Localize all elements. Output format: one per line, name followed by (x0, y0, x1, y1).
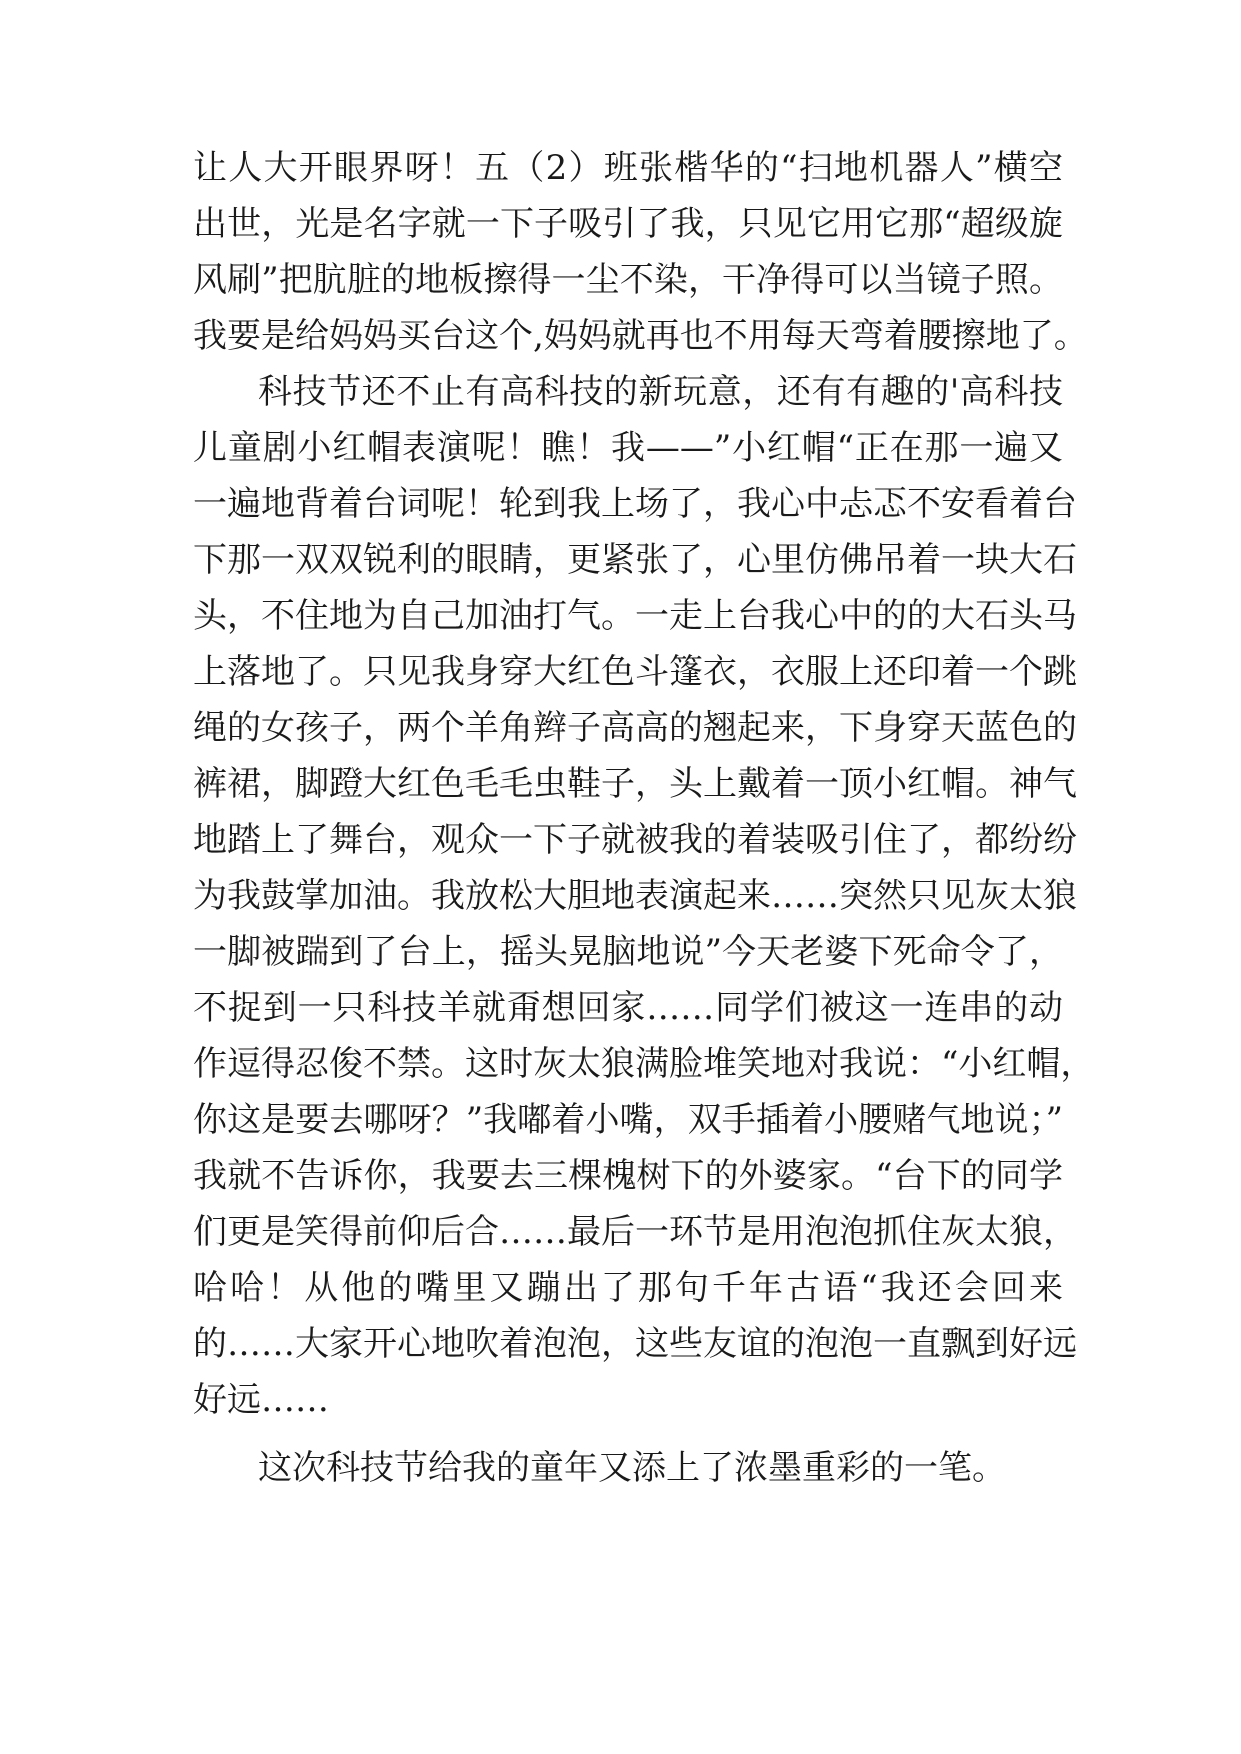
closing-paragraph: 这次科技节给我的童年又添上了浓墨重彩的一笔。 (258, 1448, 1006, 1488)
text-line: 头，不住地为自己加油打气。一走上台我心中的的大石头马 (193, 596, 1077, 636)
text-line: 不捉到一只科技羊就甭想回家……同学们被这一连串的动 (193, 988, 1063, 1028)
text-line: 为我鼓掌加油。我放松大胆地表演起来……突然只见灰太狼 (193, 876, 1077, 916)
text-line: 让人大开眼界呀！五（2）班张楷华的“扫地机器人”横空 (193, 148, 1063, 188)
paragraph-last-line: 好远…… (193, 1380, 329, 1420)
text-line: 的……大家开心地吹着泡泡，这些友谊的泡泡一直飘到好远 (193, 1324, 1077, 1364)
text-line: 下那一双双锐利的眼睛，更紧张了，心里仿佛吊着一块大石 (193, 540, 1077, 580)
text-line: 一遍地背着台词呢！轮到我上场了，我心中忐忑不安看着台 (193, 484, 1077, 524)
text-line: 出世，光是名字就一下子吸引了我，只见它用它那“超级旋 (193, 204, 1063, 244)
text-line: 们更是笑得前仰后合……最后一环节是用泡泡抓住灰太狼， (193, 1212, 1077, 1252)
text-line: 一脚被踹到了台上，摇头晃脑地说”今天老婆下死命令了， (193, 932, 1063, 972)
paragraph-first-line: 科技节还不止有高科技的新玩意，还有有趣的'高科技 (258, 372, 1063, 412)
text-line: 作逗得忍俊不禁。这时灰太狼满脸堆笑地对我说：“小红帽， (193, 1044, 1095, 1084)
text-line: 我要是给妈妈买台这个,妈妈就再也不用每天弯着腰擦地了。 (193, 316, 1088, 356)
text-line: 儿童剧小红帽表演呢！瞧！我——”小红帽“正在那一遍又 (193, 428, 1063, 468)
text-line: 风刷”把肮脏的地板擦得一尘不染，干净得可以当镜子照。 (193, 260, 1063, 300)
text-line: 你这是要去哪呀？”我嘟着小嘴，双手插着小腰赌气地说；” (193, 1100, 1063, 1140)
text-line: 上落地了。只见我身穿大红色斗篷衣，衣服上还印着一个跳 (193, 652, 1077, 692)
text-line: 哈哈！从他的嘴里又蹦出了那句千年古语“我还会回来 (193, 1268, 1063, 1308)
text-line: 地踏上了舞台，观众一下子就被我的着装吸引住了，都纷纷 (193, 820, 1077, 860)
text-line: 我就不告诉你，我要去三棵槐树下的外婆家。“台下的同学 (193, 1156, 1063, 1196)
text-line: 绳的女孩子，两个羊角辫子高高的翘起来，下身穿天蓝色的 (193, 708, 1077, 748)
text-line: 裤裙，脚蹬大红色毛毛虫鞋子，头上戴着一顶小红帽。神气 (193, 764, 1077, 804)
